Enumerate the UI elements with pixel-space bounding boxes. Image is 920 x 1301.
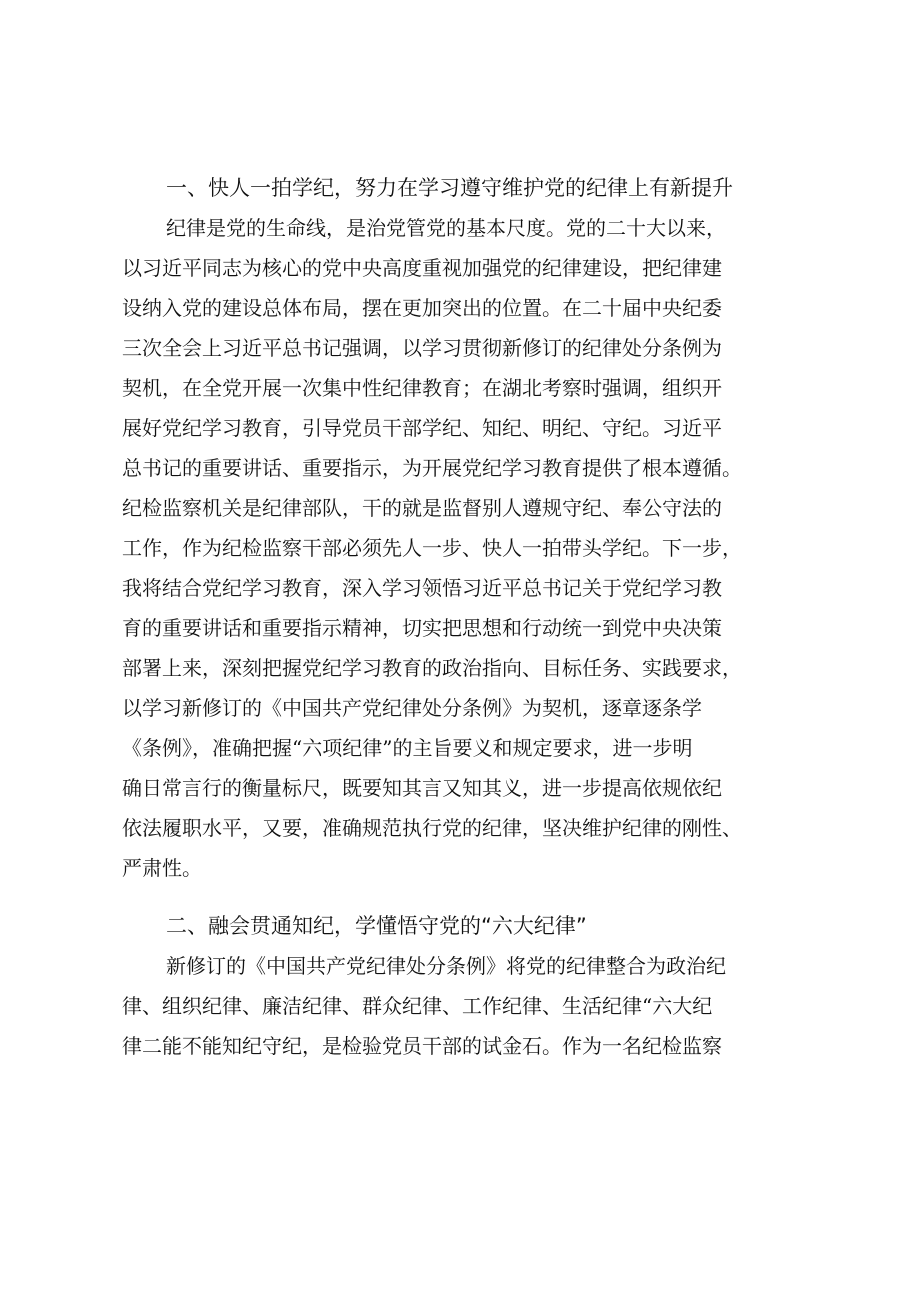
paragraph-line: 设纳入党的建设总体布局，摆在更加突出的位置。在二十届中央纪委: [122, 296, 722, 320]
paragraph-line: 育的重要讲话和重要指示精神，切实把思想和行动统一到党中央决策: [122, 616, 722, 640]
paragraph-line: 新修订的《中国共产党纪律处分条例》将党的纪律整合为政治纪: [166, 954, 726, 978]
paragraph-line: 以习近平同志为核心的党中央高度重视加强党的纪律建设，把纪律建: [122, 256, 722, 280]
paragraph-line: 确日常言行的衡量标尺，既要知其言又知其义，进一步提高依规依纪: [122, 776, 722, 800]
section-2-paragraph: [122, 946, 810, 1066]
section-heading-2: 二、融会贯通知纪，学懂悟守党的“六大纪律”: [166, 914, 587, 938]
paragraph-line: 纪律是党的生命线，是治党管党的基本尺度。党的二十大以来，: [166, 216, 726, 240]
paragraph-line: 律二能不能知纪守纪，是检验党员干部的试金石。作为一名纪检监察: [122, 1034, 722, 1058]
paragraph-line: 总书记的重要讲话、重要指示，为开展党纪学习教育提供了根本遵循。: [122, 456, 742, 480]
paragraph-line: 契机，在全党开展一次集中性纪律教育；在湖北考察时强调，组织开: [122, 376, 722, 400]
paragraph-line: 依法履职水平，又要，准确规范执行党的纪律，坚决维护纪律的刚性、: [122, 816, 742, 840]
paragraph-line: 我将结合党纪学习教育，深入学习领悟习近平总书记关于党纪学习教: [122, 576, 722, 600]
paragraph-line: 《条例》，准确把握“六项纪律”的主旨要义和规定要求，进一步明: [122, 736, 693, 760]
section-spacer: [122, 888, 810, 906]
paragraph-line: 工作，作为纪检监察干部必须先人一步、快人一拍带头学纪。下一步，: [122, 536, 742, 560]
paragraph-line: 以学习新修订的《中国共产党纪律处分条例》为契机，逐章逐条学: [122, 696, 702, 720]
paragraph-line: 严肃性。: [122, 856, 202, 880]
paragraph-line: 律、组织纪律、廉洁纪律、群众纪律、工作纪律、生活纪律“六大纪: [122, 994, 713, 1018]
section-heading-1: 一、快人一拍学纪，努力在学习遵守维护党的纪律上有新提升: [166, 176, 733, 200]
paragraph-line: 三次全会上习近平总书记强调，以学习贯彻新修订的纪律处分条例为: [122, 336, 722, 360]
paragraph-line: 展好党纪学习教育，引导党员干部学纪、知纪、明纪、守纪。习近平: [122, 416, 722, 440]
section-1-paragraph: [122, 208, 810, 888]
paragraph-line: 部署上来，深刻把握党纪学习教育的政治指向、目标任务、实践要求，: [122, 656, 742, 680]
paragraph-line: 纪检监察机关是纪律部队，干的就是监督别人遵规守纪、奉公守法的: [122, 496, 722, 520]
document-body: [122, 168, 810, 1066]
